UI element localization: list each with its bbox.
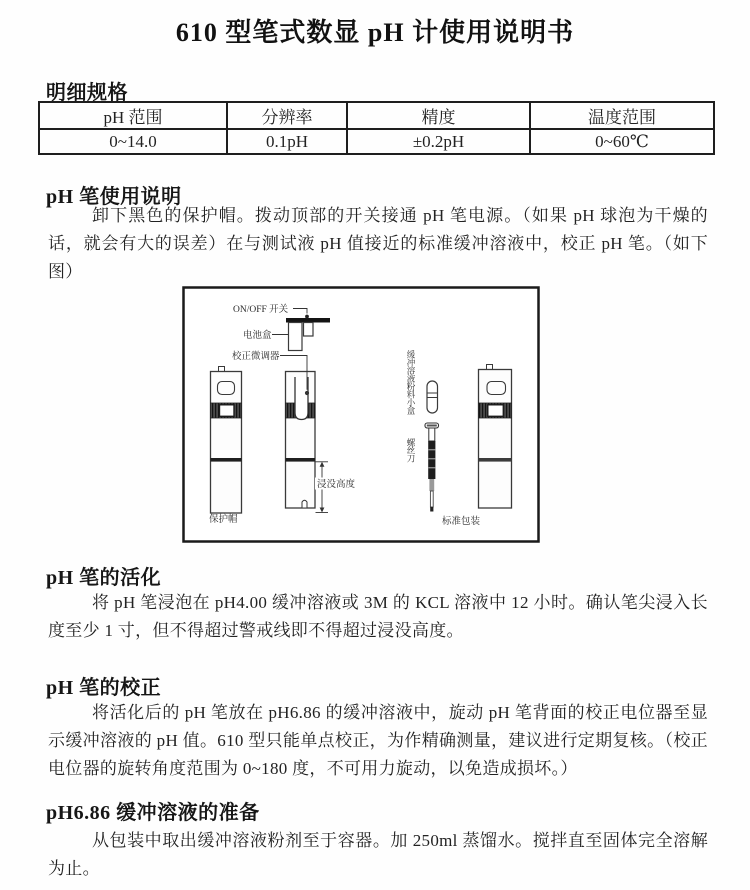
pen-diagram-svg: [182, 286, 540, 543]
buffer-capsule-drawing: [427, 381, 438, 413]
activation-heading: pH 笔的活化: [46, 567, 162, 589]
buffer-prep-heading: pH6.86 缓冲溶液的准备: [46, 802, 260, 824]
standard-package-label: 标准包装: [442, 517, 481, 527]
screwdriver-label: 螺丝刀: [406, 438, 416, 462]
protective-cap-label: 保护帽: [209, 515, 238, 525]
trimmer-screw-dot: [305, 391, 309, 395]
calibration-trimmer-label: 校正微调器: [232, 352, 280, 362]
ph-pen-back-view-drawing: [286, 372, 316, 509]
buffer-powder-box-label: 缓冲溶液粉料小盒: [406, 350, 416, 414]
pen-bottom-notch: [302, 500, 307, 507]
buffer-prep-paragraph: 从包装中取出缓冲溶液粉剂至于容器。加 250ml 蒸馏水。搅拌直至固体完全溶解为止。: [48, 831, 708, 878]
calibration-paragraph: 将活化后的 pH 笔放在 pH6.86 的缓冲溶液中，旋动 pH 笔背面的校正电位器至显示缓冲溶液的 pH 值。610 型只能单点校正，为作精确测量，建议进行定期复核。（校正电位器的旋转角度范围为 0~180 度，不可用力旋动，以免造成损坏。）: [48, 703, 708, 778]
onoff-switch-label: ON/OFF 开关: [233, 305, 289, 315]
spec-header-resolution: 分辨率: [227, 102, 347, 129]
spec-value-resolution: 0.1pH: [227, 129, 347, 154]
spec-heading: 明细规格: [46, 82, 128, 104]
ph-pen-capped-drawing: [211, 367, 242, 514]
spec-value-ph-range: 0~14.0: [39, 129, 227, 154]
usage-paragraph: 卸下黑色的保护帽。拨动顶部的开关接通 pH 笔电源。（如果 pH 球泡为干燥的话，就会有大的误差）在与测试液 pH 值接近的标准缓冲溶液中，校正 pH 笔。（如下图）: [48, 206, 708, 281]
spec-header-ph-range: pH 范围: [39, 102, 227, 129]
pen-diagram-figure: [182, 286, 540, 543]
calibration-heading: pH 笔的校正: [46, 677, 162, 699]
spec-header-temp-range: 温度范围: [530, 102, 714, 129]
immersion-height-label: 浸没高度: [317, 480, 356, 490]
usage-heading: pH 笔使用说明: [46, 186, 182, 208]
battery-box-label: 电池盒: [243, 331, 272, 341]
spec-value-temp-range: 0~60℃: [530, 129, 714, 154]
spec-header-accuracy: 精度: [347, 102, 530, 129]
ph-pen-standard-drawing: [479, 365, 512, 509]
activation-paragraph: 将 pH 笔浸泡在 pH4.00 缓冲溶液或 3M 的 KCL 溶液中 12 小时。确认笔尖浸入长度至少 1 寸，但不得超过警戒线即不得超过浸没高度。: [48, 593, 708, 640]
spec-table-header-row: [39, 102, 714, 129]
spec-value-accuracy: ±0.2pH: [347, 129, 530, 154]
spec-table-value-row: [39, 129, 714, 154]
onoff-switch-dot: [305, 315, 309, 319]
page-title: 610 型笔式数显 pH 计使用说明书: [175, 18, 575, 47]
battery-slot-opening: [295, 377, 308, 420]
spec-table: [38, 101, 715, 155]
